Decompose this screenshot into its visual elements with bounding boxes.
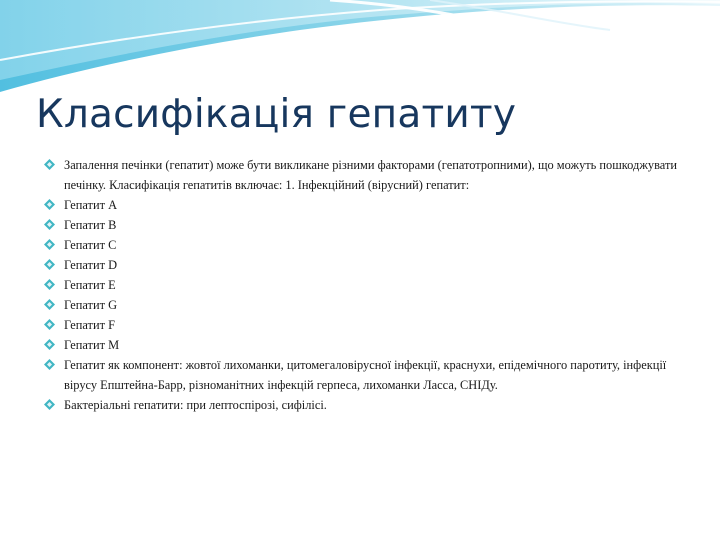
bullet-text: Гепатит G [64,298,118,312]
bullet-text: Гепатит Е [64,278,116,292]
bullet-text: Бактеріальні гепатити: при лептоспірозі, сифілісі. [64,398,327,412]
bullet-item [44,275,684,295]
bullet-item [44,195,684,215]
bullet-item [44,255,684,275]
slide-content [44,155,684,415]
bullet-text: Гепатит як компонент: жовтої лихоманки, цитомегаловірусної інфекції, краснухи, епідемічного паротиту, інфекції вірусу Епштейна-Барр, різноманітних інфекцій герпеса, лихоманки Ласса, СНІДу. [64,358,667,392]
slide-title: Класифікація гепатиту [36,92,517,137]
diamond-bullet-icon [44,359,55,370]
diamond-bullet-icon [44,259,55,270]
diamond-bullet-icon [44,399,55,410]
bullet-item [44,155,684,195]
diamond-bullet-icon [44,199,55,210]
bullet-text: Гепатит С [64,238,117,252]
bullet-text: Гепатит D [64,258,118,272]
bullet-item [44,335,684,355]
bullet-text: Гепатит M [64,338,120,352]
bullet-text: Гепатит F [64,318,115,332]
bullet-item [44,215,684,235]
bullet-text: Гепатит В [64,218,117,232]
diamond-bullet-icon [44,319,55,330]
bullet-item [44,355,684,395]
diamond-bullet-icon [44,299,55,310]
diamond-bullet-icon [44,279,55,290]
diamond-bullet-icon [44,239,55,250]
bullet-text: Запалення печінки (гепатит) може бути викликане різними факторами (гепатотропними), що можуть пошкоджувати печінку. Класифікація гепатитів включає: 1. Інфекційний (вірусний) гепатит: [64,158,677,192]
bullet-item [44,395,684,415]
diamond-bullet-icon [44,339,55,350]
bullet-item [44,235,684,255]
diamond-bullet-icon [44,159,55,170]
bullet-text: Гепатит А [64,198,118,212]
bullet-item [44,315,684,335]
bullet-list [44,155,684,415]
diamond-bullet-icon [44,219,55,230]
header-wave-decoration [0,0,720,95]
bullet-item [44,295,684,315]
